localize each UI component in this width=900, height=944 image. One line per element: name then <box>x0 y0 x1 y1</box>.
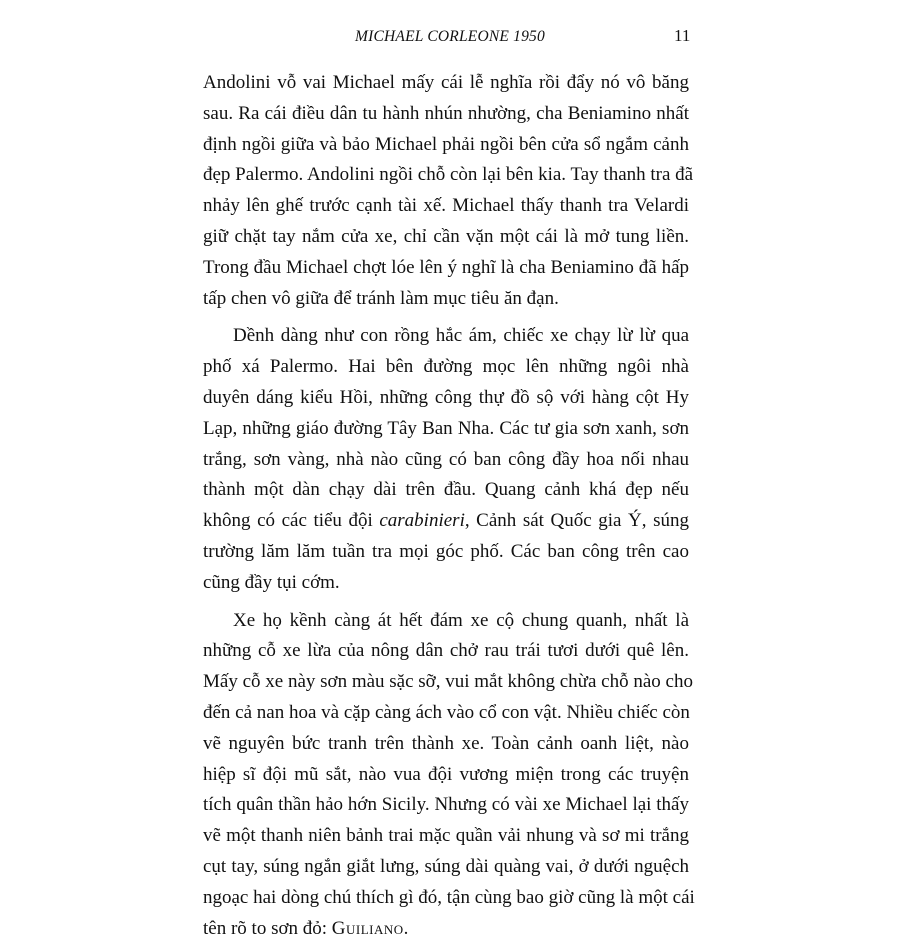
text-line: Trong đầu Michael chợt lóe lên ý nghĩ là cha Beniamino đã hấp <box>203 256 689 278</box>
text-line: giữ chặt tay nắm cửa xe, chỉ cần vặn một cái là mở tung liền. <box>203 225 689 247</box>
text-line: Lạp, những giáo đường Tây Ban Nha. Các tư gia sơn xanh, sơn <box>203 417 689 439</box>
text-line: Xe họ kềnh càng át hết đám xe cộ chung quanh, nhất là <box>233 609 689 631</box>
text-line: cụt tay, súng ngắn giắt lưng, súng dài quàng vai, ở dưới nguệch <box>203 855 689 877</box>
text-segment: , Cảnh sát Quốc gia Ý, súng <box>464 510 689 532</box>
paragraph <box>203 606 695 944</box>
text-segment: không có các tiểu đội <box>203 510 380 532</box>
text-line: đẹp Palermo. Andolini ngồi chỗ còn lại bên kia. Tay thanh tra đã <box>203 164 694 186</box>
text-line: sau. Ra cái điều dân tu hành nhún nhường, cha Beniamino nhất <box>203 102 689 124</box>
text-segment: tên rõ to sơn đỏ: <box>203 917 332 939</box>
paragraph <box>203 321 689 598</box>
text-line: định ngồi giữa và bảo Michael phải ngồi bên cửa sổ ngắm cảnh <box>203 133 689 155</box>
text-line: duyên dáng kiểu Hồi, những công thự đồ sộ với hàng cột Hy <box>203 386 689 408</box>
text-line: Dềnh dàng như con rồng hắc ám, chiếc xe chạy lừ lừ qua <box>233 325 689 347</box>
page-number: 11 <box>674 26 691 45</box>
text-line: trắng, sơn vàng, nhà nào cũng có ban công đầy hoa nối nhau <box>203 448 689 470</box>
text-line: thành một dàn chạy dài trên đầu. Quang cảnh khá đẹp nếu <box>203 479 689 501</box>
text-line: trường lăm lăm tuần tra mọi góc phố. Các ban công trên cao <box>203 540 689 562</box>
text-line: ngoạc hai dòng chú thích gì đó, tận cùng bao giờ cũng là một cái <box>203 886 695 908</box>
smallcaps-name: Guiliano. <box>331 917 409 939</box>
text-line <box>203 914 689 944</box>
text-line: tấp chen vô giữa để tránh làm mục tiêu ăn đạn. <box>203 287 559 309</box>
paragraph <box>203 68 694 314</box>
text-line: đến cả nan hoa và cặp càng ách vào cổ con vật. Nhiều chiếc còn <box>203 701 690 723</box>
text-line: tích quân thần hảo hớn Sicily. Nhưng có vài xe Michael lại thấy <box>203 794 689 816</box>
text-line: vẽ nguyên bức tranh trên thành xe. Toàn cảnh oanh liệt, nào <box>203 732 689 754</box>
text-line: Andolini vỗ vai Michael mấy cái lễ nghĩa rồi đẩy nó vô băng <box>203 72 689 93</box>
text-line: cũng đầy tụi cớm. <box>203 571 340 593</box>
body-text <box>203 68 695 944</box>
text-line: những cỗ xe lừa của nông dân chở rau trái tươi dưới quê lên. <box>203 640 689 662</box>
text-line: Mấy cỗ xe này sơn màu sặc sỡ, vui mắt không chừa chỗ nào cho <box>203 671 693 693</box>
running-head: MICHAEL CORLEONE 1950 <box>355 28 545 45</box>
italic-term: carabinieri <box>379 510 465 532</box>
text-line: hiệp sĩ đội mũ sắt, nào vua đội vương miện trong các truyện <box>203 763 689 785</box>
text-line: vẽ một thanh niên bảnh trai mặc quần vải nhung và sơ mi trắng <box>203 825 689 847</box>
text-line: nhảy lên ghế trước cạnh tài xế. Michael thấy thanh tra Velardi <box>203 195 689 217</box>
text-line: phố xá Palermo. Hai bên đường mọc lên những ngôi nhà <box>203 356 689 378</box>
text-line <box>203 506 689 537</box>
